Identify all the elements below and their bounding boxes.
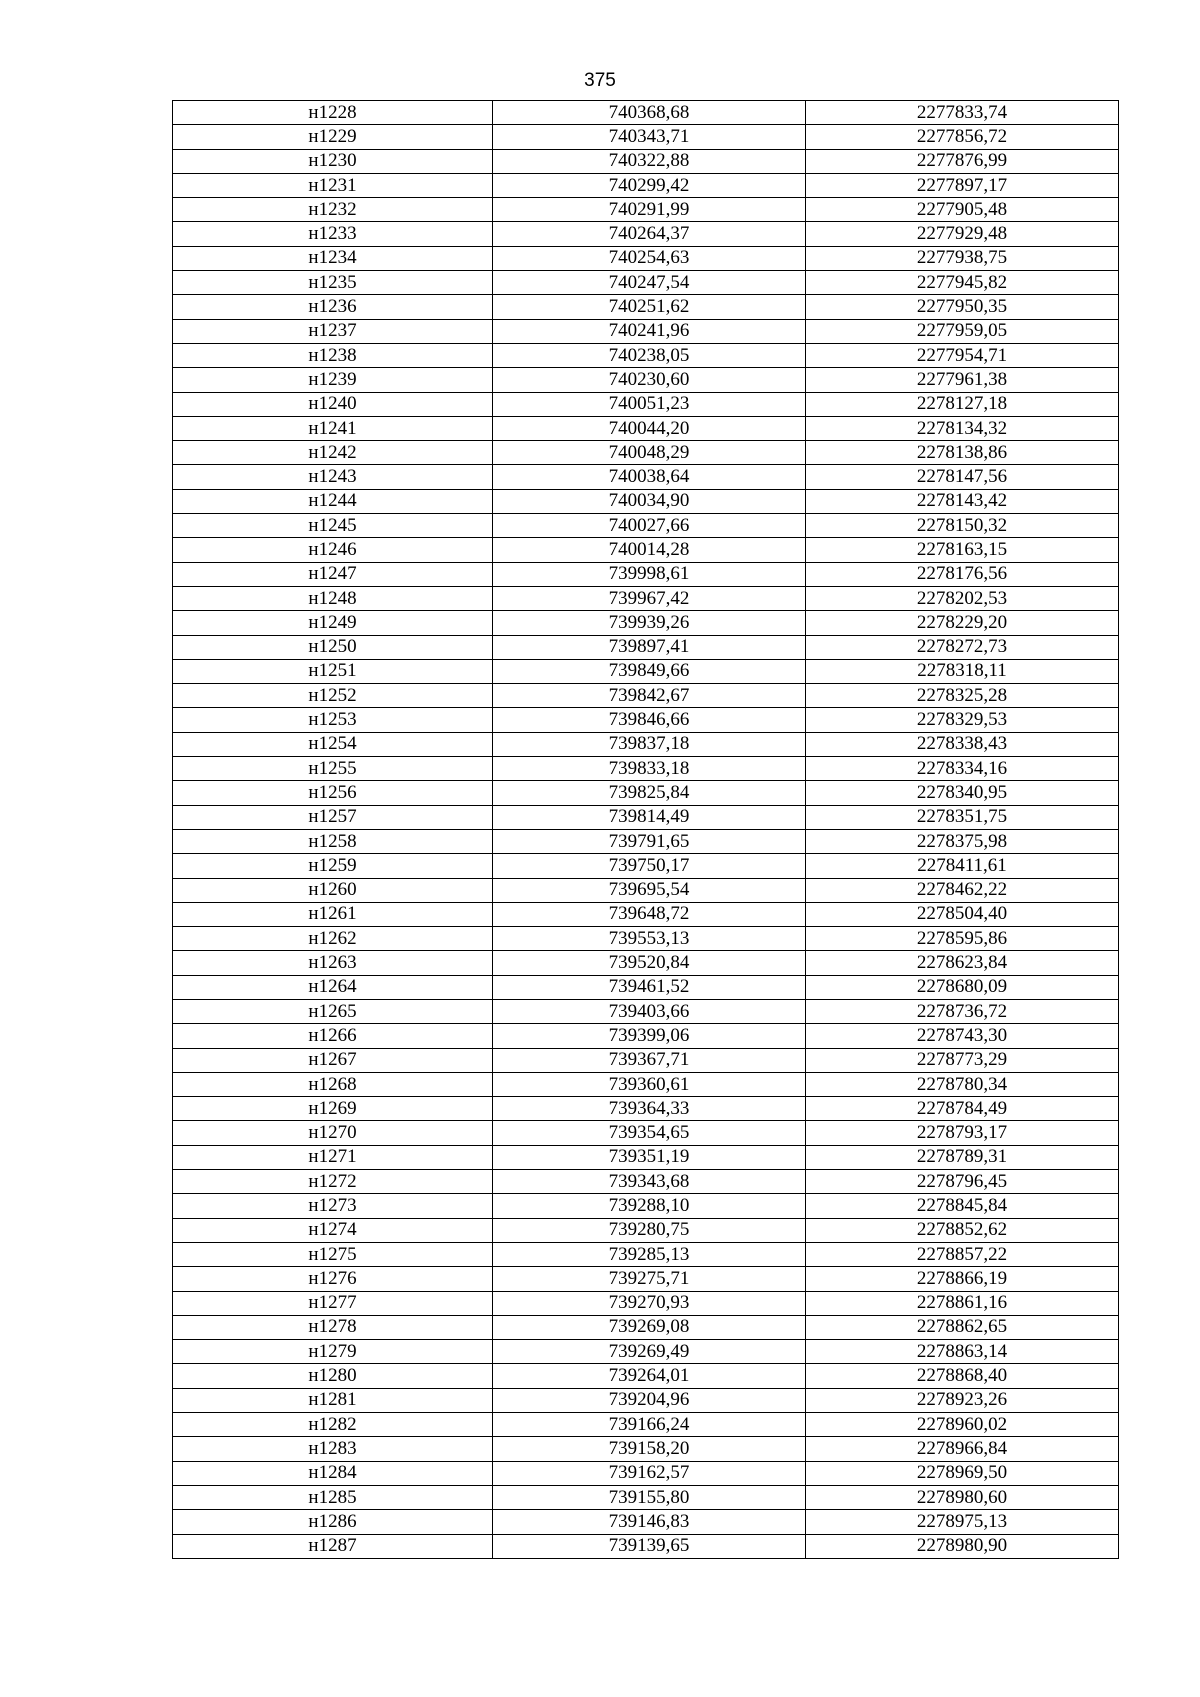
- point-id-cell: н1277: [173, 1291, 493, 1315]
- y-coordinate-cell: 2278176,56: [806, 562, 1119, 586]
- x-coordinate-cell: 740014,28: [493, 538, 806, 562]
- table-row: [173, 1145, 1119, 1169]
- y-coordinate-cell: 2277897,17: [806, 173, 1119, 197]
- table-row: [173, 1072, 1119, 1096]
- y-coordinate-cell: 2278793,17: [806, 1121, 1119, 1145]
- coordinates-table-body: [173, 101, 1119, 1559]
- x-coordinate-cell: 740322,88: [493, 149, 806, 173]
- y-coordinate-cell: 2278229,20: [806, 611, 1119, 635]
- table-row: [173, 1048, 1119, 1072]
- table-row: [173, 951, 1119, 975]
- y-coordinate-cell: 2278338,43: [806, 732, 1119, 756]
- table-row: [173, 805, 1119, 829]
- table-row: [173, 1121, 1119, 1145]
- point-id-cell: н1231: [173, 173, 493, 197]
- x-coordinate-cell: 740291,99: [493, 198, 806, 222]
- x-coordinate-cell: 740230,60: [493, 368, 806, 392]
- y-coordinate-cell: 2278863,14: [806, 1340, 1119, 1364]
- table-row: [173, 1364, 1119, 1388]
- point-id-cell: н1260: [173, 878, 493, 902]
- point-id-cell: н1280: [173, 1364, 493, 1388]
- x-coordinate-cell: 740343,71: [493, 125, 806, 149]
- y-coordinate-cell: 2277876,99: [806, 149, 1119, 173]
- y-coordinate-cell: 2278134,32: [806, 416, 1119, 440]
- y-coordinate-cell: 2278857,22: [806, 1242, 1119, 1266]
- x-coordinate-cell: 739461,52: [493, 975, 806, 999]
- y-coordinate-cell: 2278272,73: [806, 635, 1119, 659]
- table-row: [173, 635, 1119, 659]
- table-row: [173, 1194, 1119, 1218]
- y-coordinate-cell: 2278862,65: [806, 1315, 1119, 1339]
- x-coordinate-cell: 739846,66: [493, 708, 806, 732]
- point-id-cell: н1283: [173, 1437, 493, 1461]
- point-id-cell: н1279: [173, 1340, 493, 1364]
- table-row: [173, 586, 1119, 610]
- table-row: [173, 489, 1119, 513]
- table-row: [173, 1024, 1119, 1048]
- x-coordinate-cell: 739270,93: [493, 1291, 806, 1315]
- y-coordinate-cell: 2278796,45: [806, 1170, 1119, 1194]
- table-row: [173, 149, 1119, 173]
- table-row: [173, 198, 1119, 222]
- x-coordinate-cell: 739280,75: [493, 1218, 806, 1242]
- y-coordinate-cell: 2278127,18: [806, 392, 1119, 416]
- y-coordinate-cell: 2277945,82: [806, 271, 1119, 295]
- y-coordinate-cell: 2278923,26: [806, 1388, 1119, 1412]
- table-row: [173, 125, 1119, 149]
- table-row: [173, 999, 1119, 1023]
- point-id-cell: н1229: [173, 125, 493, 149]
- table-row: [173, 173, 1119, 197]
- x-coordinate-cell: 739354,65: [493, 1121, 806, 1145]
- y-coordinate-cell: 2278868,40: [806, 1364, 1119, 1388]
- point-id-cell: н1269: [173, 1097, 493, 1121]
- x-coordinate-cell: 739264,01: [493, 1364, 806, 1388]
- y-coordinate-cell: 2278845,84: [806, 1194, 1119, 1218]
- point-id-cell: н1276: [173, 1267, 493, 1291]
- x-coordinate-cell: 739162,57: [493, 1461, 806, 1485]
- x-coordinate-cell: 739750,17: [493, 854, 806, 878]
- point-id-cell: н1286: [173, 1510, 493, 1534]
- point-id-cell: н1266: [173, 1024, 493, 1048]
- table-row: [173, 1510, 1119, 1534]
- y-coordinate-cell: 2278975,13: [806, 1510, 1119, 1534]
- table-row: [173, 1242, 1119, 1266]
- x-coordinate-cell: 739791,65: [493, 829, 806, 853]
- y-coordinate-cell: 2278462,22: [806, 878, 1119, 902]
- x-coordinate-cell: 739837,18: [493, 732, 806, 756]
- point-id-cell: н1233: [173, 222, 493, 246]
- table-row: [173, 441, 1119, 465]
- y-coordinate-cell: 2278150,32: [806, 514, 1119, 538]
- point-id-cell: н1236: [173, 295, 493, 319]
- x-coordinate-cell: 740264,37: [493, 222, 806, 246]
- x-coordinate-cell: 740044,20: [493, 416, 806, 440]
- table-row: [173, 781, 1119, 805]
- point-id-cell: н1262: [173, 927, 493, 951]
- point-id-cell: н1234: [173, 246, 493, 270]
- y-coordinate-cell: 2277954,71: [806, 343, 1119, 367]
- table-row: [173, 1437, 1119, 1461]
- point-id-cell: н1228: [173, 101, 493, 125]
- point-id-cell: н1259: [173, 854, 493, 878]
- point-id-cell: н1274: [173, 1218, 493, 1242]
- table-row: [173, 611, 1119, 635]
- y-coordinate-cell: 2278980,60: [806, 1485, 1119, 1509]
- point-id-cell: н1270: [173, 1121, 493, 1145]
- x-coordinate-cell: 739343,68: [493, 1170, 806, 1194]
- x-coordinate-cell: 739967,42: [493, 586, 806, 610]
- x-coordinate-cell: 739139,65: [493, 1534, 806, 1558]
- x-coordinate-cell: 740027,66: [493, 514, 806, 538]
- y-coordinate-cell: 2277959,05: [806, 319, 1119, 343]
- x-coordinate-cell: 739814,49: [493, 805, 806, 829]
- y-coordinate-cell: 2278680,09: [806, 975, 1119, 999]
- y-coordinate-cell: 2278504,40: [806, 902, 1119, 926]
- point-id-cell: н1241: [173, 416, 493, 440]
- table-row: [173, 1413, 1119, 1437]
- point-id-cell: н1252: [173, 684, 493, 708]
- x-coordinate-cell: 739364,33: [493, 1097, 806, 1121]
- x-coordinate-cell: 740238,05: [493, 343, 806, 367]
- x-coordinate-cell: 739146,83: [493, 1510, 806, 1534]
- point-id-cell: н1253: [173, 708, 493, 732]
- point-id-cell: н1238: [173, 343, 493, 367]
- table-row: [173, 1267, 1119, 1291]
- point-id-cell: н1249: [173, 611, 493, 635]
- point-id-cell: н1256: [173, 781, 493, 805]
- y-coordinate-cell: 2278773,29: [806, 1048, 1119, 1072]
- y-coordinate-cell: 2278623,84: [806, 951, 1119, 975]
- y-coordinate-cell: 2278318,11: [806, 659, 1119, 683]
- x-coordinate-cell: 739275,71: [493, 1267, 806, 1291]
- table-row: [173, 829, 1119, 853]
- table-row: [173, 1485, 1119, 1509]
- y-coordinate-cell: 2278143,42: [806, 489, 1119, 513]
- point-id-cell: н1258: [173, 829, 493, 853]
- y-coordinate-cell: 2277856,72: [806, 125, 1119, 149]
- point-id-cell: н1287: [173, 1534, 493, 1558]
- point-id-cell: н1285: [173, 1485, 493, 1509]
- table-row: [173, 1315, 1119, 1339]
- y-coordinate-cell: 2277929,48: [806, 222, 1119, 246]
- point-id-cell: н1247: [173, 562, 493, 586]
- point-id-cell: н1245: [173, 514, 493, 538]
- x-coordinate-cell: 740051,23: [493, 392, 806, 416]
- table-row: [173, 1340, 1119, 1364]
- table-row: [173, 538, 1119, 562]
- table-row: [173, 1218, 1119, 1242]
- table-row: [173, 222, 1119, 246]
- table-row: [173, 854, 1119, 878]
- point-id-cell: н1257: [173, 805, 493, 829]
- x-coordinate-cell: 740251,62: [493, 295, 806, 319]
- point-id-cell: н1272: [173, 1170, 493, 1194]
- x-coordinate-cell: 739403,66: [493, 999, 806, 1023]
- point-id-cell: н1281: [173, 1388, 493, 1412]
- y-coordinate-cell: 2278329,53: [806, 708, 1119, 732]
- table-row: [173, 319, 1119, 343]
- y-coordinate-cell: 2277961,38: [806, 368, 1119, 392]
- x-coordinate-cell: 739204,96: [493, 1388, 806, 1412]
- point-id-cell: н1243: [173, 465, 493, 489]
- y-coordinate-cell: 2277833,74: [806, 101, 1119, 125]
- y-coordinate-cell: 2278736,72: [806, 999, 1119, 1023]
- x-coordinate-cell: 739269,08: [493, 1315, 806, 1339]
- y-coordinate-cell: 2277938,75: [806, 246, 1119, 270]
- x-coordinate-cell: 739833,18: [493, 757, 806, 781]
- table-row: [173, 465, 1119, 489]
- table-row: [173, 1097, 1119, 1121]
- y-coordinate-cell: 2278351,75: [806, 805, 1119, 829]
- y-coordinate-cell: 2278960,02: [806, 1413, 1119, 1437]
- y-coordinate-cell: 2278789,31: [806, 1145, 1119, 1169]
- point-id-cell: н1271: [173, 1145, 493, 1169]
- point-id-cell: н1255: [173, 757, 493, 781]
- x-coordinate-cell: 739998,61: [493, 562, 806, 586]
- point-id-cell: н1235: [173, 271, 493, 295]
- x-coordinate-cell: 740368,68: [493, 101, 806, 125]
- table-row: [173, 902, 1119, 926]
- point-id-cell: н1254: [173, 732, 493, 756]
- y-coordinate-cell: 2278375,98: [806, 829, 1119, 853]
- y-coordinate-cell: 2278163,15: [806, 538, 1119, 562]
- x-coordinate-cell: 739158,20: [493, 1437, 806, 1461]
- coordinates-table: [172, 100, 1119, 1559]
- x-coordinate-cell: 739367,71: [493, 1048, 806, 1072]
- point-id-cell: н1264: [173, 975, 493, 999]
- point-id-cell: н1284: [173, 1461, 493, 1485]
- table-row: [173, 878, 1119, 902]
- x-coordinate-cell: 739360,61: [493, 1072, 806, 1096]
- x-coordinate-cell: 740241,96: [493, 319, 806, 343]
- point-id-cell: н1263: [173, 951, 493, 975]
- y-coordinate-cell: 2278340,95: [806, 781, 1119, 805]
- page-number: 375: [584, 70, 616, 91]
- table-row: [173, 514, 1119, 538]
- x-coordinate-cell: 739897,41: [493, 635, 806, 659]
- point-id-cell: н1244: [173, 489, 493, 513]
- y-coordinate-cell: 2278784,49: [806, 1097, 1119, 1121]
- table-row: [173, 659, 1119, 683]
- x-coordinate-cell: 740038,64: [493, 465, 806, 489]
- point-id-cell: н1240: [173, 392, 493, 416]
- table-row: [173, 1170, 1119, 1194]
- x-coordinate-cell: 740034,90: [493, 489, 806, 513]
- x-coordinate-cell: 739155,80: [493, 1485, 806, 1509]
- table-row: [173, 343, 1119, 367]
- table-row: [173, 562, 1119, 586]
- table-row: [173, 416, 1119, 440]
- x-coordinate-cell: 739825,84: [493, 781, 806, 805]
- y-coordinate-cell: 2278743,30: [806, 1024, 1119, 1048]
- y-coordinate-cell: 2278969,50: [806, 1461, 1119, 1485]
- point-id-cell: н1232: [173, 198, 493, 222]
- point-id-cell: н1282: [173, 1413, 493, 1437]
- x-coordinate-cell: 740254,63: [493, 246, 806, 270]
- y-coordinate-cell: 2278202,53: [806, 586, 1119, 610]
- table-row: [173, 708, 1119, 732]
- table-row: [173, 732, 1119, 756]
- x-coordinate-cell: 739269,49: [493, 1340, 806, 1364]
- table-row: [173, 975, 1119, 999]
- point-id-cell: н1230: [173, 149, 493, 173]
- table-row: [173, 927, 1119, 951]
- table-row: [173, 392, 1119, 416]
- point-id-cell: н1268: [173, 1072, 493, 1096]
- table-row: [173, 1388, 1119, 1412]
- x-coordinate-cell: 739351,19: [493, 1145, 806, 1169]
- x-coordinate-cell: 739288,10: [493, 1194, 806, 1218]
- x-coordinate-cell: 739399,06: [493, 1024, 806, 1048]
- y-coordinate-cell: 2278861,16: [806, 1291, 1119, 1315]
- point-id-cell: н1251: [173, 659, 493, 683]
- x-coordinate-cell: 739842,67: [493, 684, 806, 708]
- x-coordinate-cell: 739285,13: [493, 1242, 806, 1266]
- y-coordinate-cell: 2278980,90: [806, 1534, 1119, 1558]
- table-row: [173, 757, 1119, 781]
- point-id-cell: н1248: [173, 586, 493, 610]
- x-coordinate-cell: 739166,24: [493, 1413, 806, 1437]
- y-coordinate-cell: 2278411,61: [806, 854, 1119, 878]
- x-coordinate-cell: 740048,29: [493, 441, 806, 465]
- table-row: [173, 368, 1119, 392]
- table-row: [173, 246, 1119, 270]
- x-coordinate-cell: 739553,13: [493, 927, 806, 951]
- table-row: [173, 101, 1119, 125]
- point-id-cell: н1237: [173, 319, 493, 343]
- point-id-cell: н1250: [173, 635, 493, 659]
- table-row: [173, 1461, 1119, 1485]
- point-id-cell: н1246: [173, 538, 493, 562]
- x-coordinate-cell: 740299,42: [493, 173, 806, 197]
- y-coordinate-cell: 2278334,16: [806, 757, 1119, 781]
- table-row: [173, 1534, 1119, 1558]
- x-coordinate-cell: 740247,54: [493, 271, 806, 295]
- x-coordinate-cell: 739939,26: [493, 611, 806, 635]
- y-coordinate-cell: 2278325,28: [806, 684, 1119, 708]
- y-coordinate-cell: 2278147,56: [806, 465, 1119, 489]
- table-row: [173, 295, 1119, 319]
- y-coordinate-cell: 2278966,84: [806, 1437, 1119, 1461]
- x-coordinate-cell: 739849,66: [493, 659, 806, 683]
- point-id-cell: н1242: [173, 441, 493, 465]
- y-coordinate-cell: 2278866,19: [806, 1267, 1119, 1291]
- point-id-cell: н1267: [173, 1048, 493, 1072]
- y-coordinate-cell: 2278595,86: [806, 927, 1119, 951]
- point-id-cell: н1239: [173, 368, 493, 392]
- point-id-cell: н1265: [173, 999, 493, 1023]
- point-id-cell: н1273: [173, 1194, 493, 1218]
- y-coordinate-cell: 2278138,86: [806, 441, 1119, 465]
- y-coordinate-cell: 2278852,62: [806, 1218, 1119, 1242]
- y-coordinate-cell: 2278780,34: [806, 1072, 1119, 1096]
- y-coordinate-cell: 2277905,48: [806, 198, 1119, 222]
- x-coordinate-cell: 739648,72: [493, 902, 806, 926]
- y-coordinate-cell: 2277950,35: [806, 295, 1119, 319]
- x-coordinate-cell: 739695,54: [493, 878, 806, 902]
- point-id-cell: н1278: [173, 1315, 493, 1339]
- table-row: [173, 271, 1119, 295]
- point-id-cell: н1261: [173, 902, 493, 926]
- table-row: [173, 684, 1119, 708]
- table-row: [173, 1291, 1119, 1315]
- point-id-cell: н1275: [173, 1242, 493, 1266]
- x-coordinate-cell: 739520,84: [493, 951, 806, 975]
